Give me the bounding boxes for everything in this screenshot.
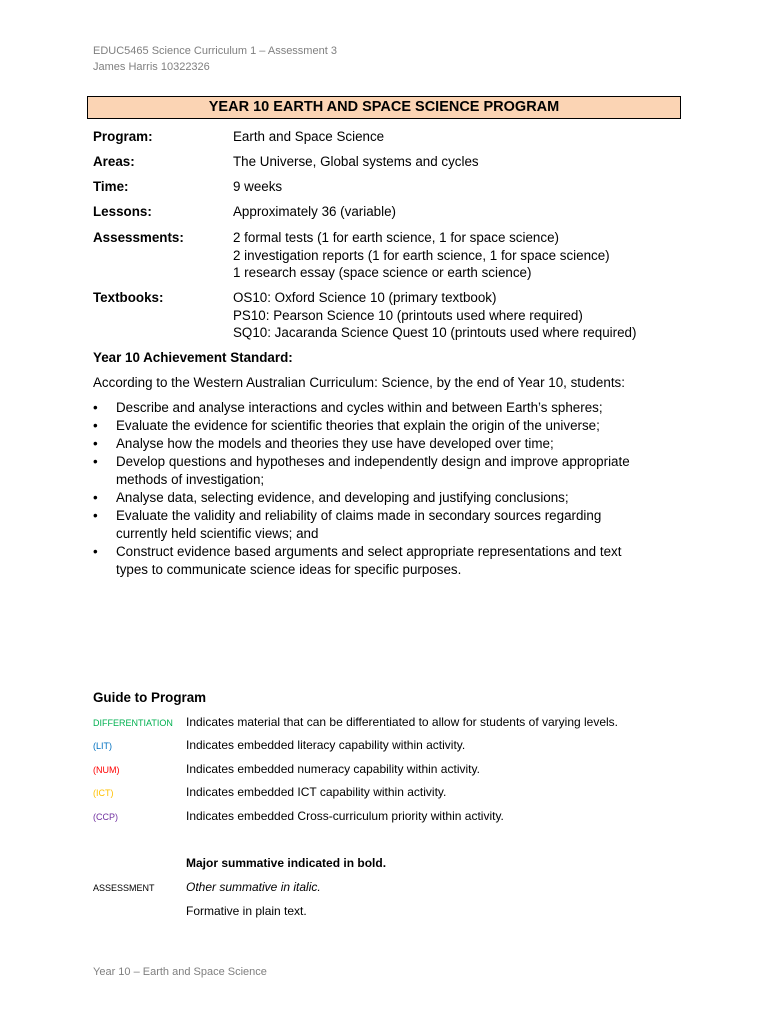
- item-text: types to communicate science ideas for specific purposes.: [116, 562, 462, 577]
- guide-key-ict: (ICT): [93, 788, 114, 798]
- detail-label: Assessments:: [93, 230, 184, 245]
- detail-value: 2 investigation reports (1 for earth science, 1 for space science): [233, 247, 610, 263]
- program-title: YEAR 10 EARTH AND SPACE SCIENCE PROGRAM: [87, 96, 681, 119]
- guide-key-assessment: ASSESSMENT: [93, 883, 155, 893]
- standard-heading: Year 10 Achievement Standard:: [93, 350, 293, 365]
- detail-value: SQ10: Jacaranda Science Quest 10 (printouts used where required): [233, 325, 637, 340]
- standard-list: [93, 399, 693, 579]
- bullet-icon: •: [93, 436, 98, 451]
- bullet-icon: •: [93, 544, 98, 559]
- item-text: currently held scientific views; and: [116, 526, 319, 541]
- item-text: Construct evidence based arguments and select appropriate representations and text: [116, 544, 622, 559]
- detail-label: Areas:: [93, 154, 135, 169]
- detail-value: PS10: Pearson Science 10 (printouts used where required): [233, 307, 583, 323]
- guide-desc: Indicates embedded Cross-curriculum priority within activity.: [186, 809, 504, 823]
- detail-value: 9 weeks: [233, 179, 283, 194]
- detail-label: Program:: [93, 129, 153, 144]
- guide-key-differentiation: DIFFERENTIATION: [93, 718, 173, 728]
- bullet-icon: •: [93, 490, 98, 505]
- detail-value: The Universe, Global systems and cycles: [233, 154, 479, 169]
- guide-major-summative: Major summative indicated in bold.: [186, 856, 387, 870]
- guide-key-ccp: (CCP): [93, 812, 118, 822]
- bullet-icon: •: [93, 454, 98, 469]
- header-author-line: James Harris 10322326: [93, 61, 210, 73]
- guide-desc: Indicates embedded numeracy capability within activity.: [186, 762, 480, 776]
- detail-value: 1 research essay (space science or earth science): [233, 265, 532, 280]
- item-text: Evaluate the evidence for scientific theories that explain the origin of the universe;: [116, 418, 600, 433]
- detail-label: Time:: [93, 179, 129, 194]
- detail-value: 2 formal tests (1 for earth science, 1 for space science): [233, 230, 559, 245]
- standard-intro: According to the Western Australian Curriculum: Science, by the end of Year 10, students:: [93, 375, 625, 390]
- bullet-icon: •: [93, 508, 98, 523]
- guide-other-summative: Other summative in italic.: [186, 880, 321, 894]
- bullet-icon: •: [93, 400, 98, 415]
- detail-value: Approximately 36 (variable): [233, 204, 396, 219]
- header-course-line: EDUC5465 Science Curriculum 1 – Assessment 3: [93, 45, 337, 57]
- list-item: [93, 417, 693, 435]
- detail-value: Earth and Space Science: [233, 129, 385, 144]
- item-text: Analyse data, selecting evidence, and developing and justifying conclusions;: [116, 490, 569, 505]
- bullet-icon: •: [93, 418, 98, 433]
- guide-formative: Formative in plain text.: [186, 904, 307, 918]
- item-text: Analyse how the models and theories they use have developed over time;: [116, 436, 554, 451]
- detail-label: Textbooks:: [93, 290, 164, 305]
- guide-desc: Indicates material that can be differentiated to allow for students of varying levels.: [186, 715, 619, 729]
- guide-heading: Guide to Program: [93, 690, 207, 705]
- item-text: Develop questions and hypotheses and independently design and improve appropriate: [116, 454, 630, 469]
- list-item: [93, 399, 693, 417]
- guide-desc: Indicates embedded literacy capability within activity.: [186, 738, 466, 752]
- guide-key-lit: (LIT): [93, 741, 112, 751]
- list-item: [93, 435, 693, 453]
- detail-label: Lessons:: [93, 204, 152, 219]
- guide-key-num: (NUM): [93, 765, 120, 775]
- list-item: [93, 453, 693, 489]
- detail-value: OS10: Oxford Science 10 (primary textbook): [233, 290, 497, 305]
- list-item: [93, 489, 693, 507]
- guide-desc: Indicates embedded ICT capability within activity.: [186, 785, 447, 799]
- item-text: Describe and analyse interactions and cycles within and between Earth’s spheres;: [116, 400, 603, 415]
- list-item: [93, 507, 693, 543]
- page-footer: Year 10 – Earth and Space Science: [93, 966, 267, 978]
- list-item: [93, 543, 693, 579]
- item-text: Evaluate the validity and reliability of claims made in secondary sources regarding: [116, 508, 602, 523]
- item-text: methods of investigation;: [116, 472, 265, 487]
